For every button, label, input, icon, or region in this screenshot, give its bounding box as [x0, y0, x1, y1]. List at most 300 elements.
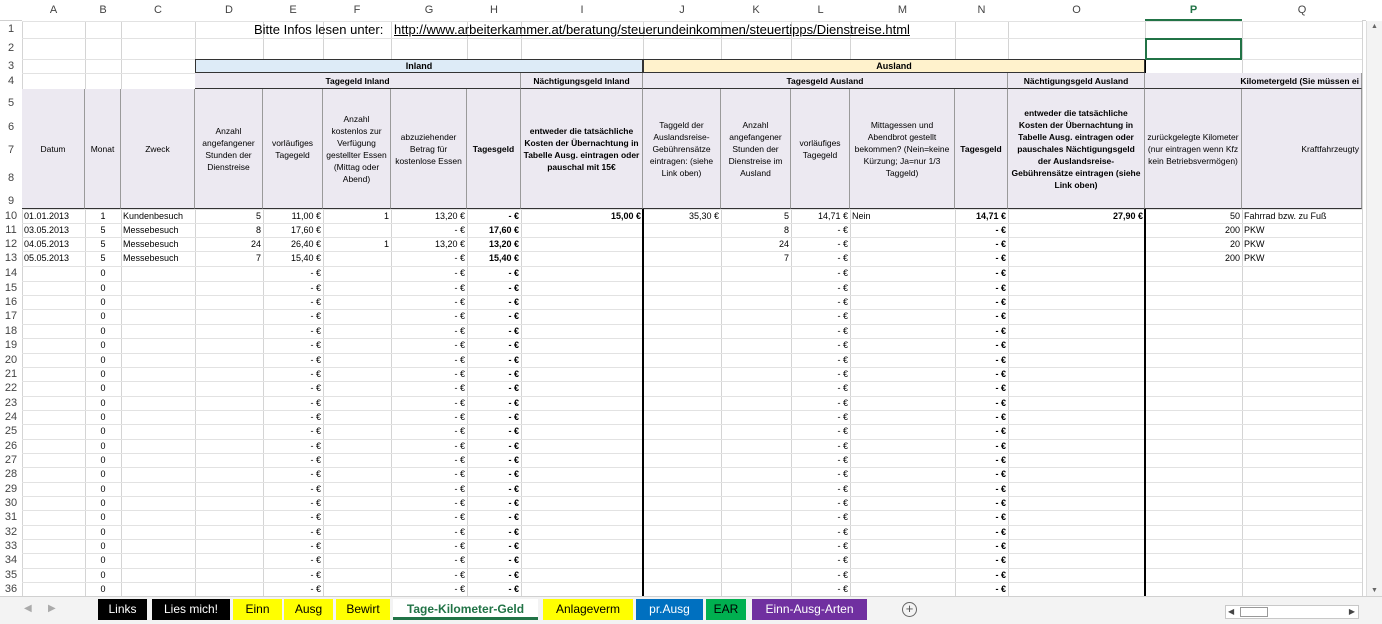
cell-l15[interactable]: - €	[837, 283, 848, 293]
gridline-horizontal	[22, 410, 1362, 411]
gridline-horizontal	[22, 309, 1362, 310]
cell-g35[interactable]: - €	[454, 570, 465, 580]
column-header-o[interactable]: O	[1008, 0, 1145, 21]
cell-n34[interactable]: - €	[995, 555, 1006, 565]
row-header-29[interactable]: 29	[0, 482, 22, 496]
gridline-horizontal	[22, 353, 1362, 354]
cell-l26[interactable]: - €	[837, 441, 848, 451]
cell-n35[interactable]: - €	[995, 570, 1006, 580]
cell-l23[interactable]: - €	[837, 398, 848, 408]
cell-b13[interactable]: 5	[100, 253, 106, 263]
row-header-21[interactable]: 21	[0, 367, 22, 381]
gridline-vertical	[1362, 21, 1363, 596]
cell-l14[interactable]: - €	[837, 268, 848, 278]
cell-l36[interactable]: - €	[837, 584, 848, 594]
tab-ausg[interactable]: Ausg	[284, 599, 333, 620]
cell-h12[interactable]: 13,20 €	[488, 239, 519, 249]
cell-h19[interactable]: - €	[508, 340, 519, 350]
tab-einn[interactable]: Einn	[233, 599, 282, 620]
column-header-g[interactable]: G	[391, 0, 467, 21]
cell-n29[interactable]: - €	[995, 484, 1006, 494]
cell-b34[interactable]: 0	[100, 555, 106, 565]
tab-bewirt[interactable]: Bewirt	[336, 599, 390, 620]
gridline-horizontal	[22, 324, 1362, 325]
cell-b22[interactable]: 0	[100, 383, 106, 393]
gridline-horizontal	[22, 295, 1362, 296]
cell-d13[interactable]: 7	[255, 253, 261, 263]
cell-h16[interactable]: - €	[508, 297, 519, 307]
cell-q10[interactable]: Fahrrad bzw. zu Fuß	[1244, 211, 1327, 221]
cell-h28[interactable]: - €	[508, 469, 519, 479]
cell-e23[interactable]: - €	[310, 398, 321, 408]
row-header-22[interactable]: 22	[0, 381, 22, 396]
cell-n16[interactable]: - €	[995, 297, 1006, 307]
cell-e34[interactable]: - €	[310, 555, 321, 565]
cell-l11[interactable]: - €	[837, 225, 848, 235]
cell-n22[interactable]: - €	[995, 383, 1006, 393]
row-header-13[interactable]: 13	[0, 251, 22, 266]
column-header-c[interactable]: C	[121, 0, 195, 21]
cell-b27[interactable]: 0	[100, 455, 106, 465]
cell-e14[interactable]: - €	[310, 268, 321, 278]
tab-links[interactable]: Links	[98, 599, 147, 620]
cell-b10[interactable]: 1	[100, 211, 106, 221]
row-header-36[interactable]: 36	[0, 582, 22, 596]
column-header-d[interactable]: D	[195, 0, 263, 21]
cell-k12[interactable]: 24	[778, 239, 789, 249]
column-header-m[interactable]: M	[850, 0, 955, 21]
cell-o10[interactable]: 27,90 €	[1112, 211, 1143, 221]
row-header-12[interactable]: 12	[0, 237, 22, 251]
cell-d11[interactable]: 8	[255, 225, 261, 235]
header-a: Datum	[22, 89, 85, 209]
cell-h20[interactable]: - €	[508, 355, 519, 365]
scroll-left-arrow-icon[interactable]: ◀	[1228, 607, 1235, 616]
tab-lies-mich-[interactable]: Lies mich!	[152, 599, 230, 620]
cell-g25[interactable]: - €	[454, 426, 465, 436]
row-header-15[interactable]: 15	[0, 281, 22, 295]
cell-h14[interactable]: - €	[508, 268, 519, 278]
cell-l10[interactable]: 14,71 €	[817, 211, 848, 221]
header-j: Taggeld der Auslandsreise-Gebührensätze eintragen: (siehe Link oben)	[643, 89, 721, 209]
column-header-f[interactable]: F	[323, 0, 391, 21]
row-header-24[interactable]: 24	[0, 410, 22, 424]
cell-n11[interactable]: - €	[995, 225, 1006, 235]
cell-f12[interactable]: 1	[383, 239, 389, 249]
row-header-3[interactable]: 3	[0, 59, 22, 73]
header-g: abzuziehender Betrag für kostenlose Essen	[391, 89, 467, 209]
cell-p10[interactable]: 50	[1229, 211, 1240, 221]
cell-m10[interactable]: Nein	[852, 211, 871, 221]
cell-a13[interactable]: 05.05.2013	[24, 253, 70, 263]
cell-b16[interactable]: 0	[100, 297, 106, 307]
cell-b29[interactable]: 0	[100, 484, 106, 494]
cell-g22[interactable]: - €	[454, 383, 465, 393]
subheader-tagegeld-inland: Tagegeld Inland	[195, 73, 521, 89]
scroll-up-arrow-icon[interactable]: ▲	[1371, 23, 1378, 30]
cell-n33[interactable]: - €	[995, 541, 1006, 551]
cell-b32[interactable]: 0	[100, 527, 106, 537]
cell-e15[interactable]: - €	[310, 283, 321, 293]
column-header-q[interactable]: Q	[1242, 0, 1362, 21]
gridline-horizontal	[22, 439, 1362, 440]
cell-b26[interactable]: 0	[100, 441, 106, 451]
cell-e13[interactable]: 15,40 €	[290, 253, 321, 263]
cell-c10[interactable]: Kundenbesuch	[123, 211, 184, 221]
gridline-horizontal	[22, 367, 1362, 368]
row-header-20[interactable]: 20	[0, 353, 22, 367]
cell-l24[interactable]: - €	[837, 412, 848, 422]
cell-d10[interactable]: 5	[255, 211, 261, 221]
tab-tage-kilometer-geld[interactable]: Tage-Kilometer-Geld	[393, 599, 538, 620]
row-header-17[interactable]: 17	[0, 309, 22, 324]
cell-g34[interactable]: - €	[454, 555, 465, 565]
cell-h10[interactable]: - €	[508, 211, 519, 221]
cell-n36[interactable]: - €	[995, 584, 1006, 594]
cell-h25[interactable]: - €	[508, 426, 519, 436]
cell-b35[interactable]: 0	[100, 570, 106, 580]
cell-l19[interactable]: - €	[837, 340, 848, 350]
vertical-scrollbar[interactable]	[1366, 21, 1382, 596]
gridline-horizontal	[22, 424, 1362, 425]
cell-h24[interactable]: - €	[508, 412, 519, 422]
selected-cell[interactable]	[1145, 38, 1242, 60]
tab-einn-ausg-arten[interactable]: Einn-Ausg-Arten	[752, 599, 867, 620]
cell-g18[interactable]: - €	[454, 326, 465, 336]
row-header-23[interactable]: 23	[0, 396, 22, 410]
row-header-32[interactable]: 32	[0, 525, 22, 539]
cell-e19[interactable]: - €	[310, 340, 321, 350]
cell-b18[interactable]: 0	[100, 326, 106, 336]
row-header-33[interactable]: 33	[0, 539, 22, 553]
cell-n12[interactable]: - €	[995, 239, 1006, 249]
column-header-n[interactable]: N	[955, 0, 1008, 21]
row-header-8[interactable]: 8	[0, 163, 22, 194]
gridline-horizontal	[22, 525, 1362, 526]
gridline-horizontal	[22, 510, 1362, 511]
cell-e26[interactable]: - €	[310, 441, 321, 451]
cell-a12[interactable]: 04.05.2013	[24, 239, 70, 249]
cell-q13[interactable]: PKW	[1244, 253, 1265, 263]
cell-g12[interactable]: 13,20 €	[434, 239, 465, 249]
cell-b36[interactable]: 0	[100, 584, 106, 594]
cell-h18[interactable]: - €	[508, 326, 519, 336]
cell-l27[interactable]: - €	[837, 455, 848, 465]
cell-g23[interactable]: - €	[454, 398, 465, 408]
cell-a10[interactable]: 01.01.2013	[24, 211, 70, 221]
cell-b17[interactable]: 0	[100, 311, 106, 321]
gridline-horizontal	[22, 381, 1362, 382]
cell-l12[interactable]: - €	[837, 239, 848, 249]
cell-l30[interactable]: - €	[837, 498, 848, 508]
cell-g24[interactable]: - €	[454, 412, 465, 422]
info-link[interactable]: http://www.arbeiterkammer.at/beratung/steuerundeinkommen/steuertipps/Dienstreise.html	[394, 22, 910, 37]
cell-b23[interactable]: 0	[100, 398, 106, 408]
cell-e36[interactable]: - €	[310, 584, 321, 594]
cell-p13[interactable]: 200	[1224, 253, 1240, 263]
row-header-30[interactable]: 30	[0, 496, 22, 510]
column-header-i[interactable]: I	[521, 0, 643, 21]
row-header-11[interactable]: 11	[0, 223, 22, 237]
cell-g16[interactable]: - €	[454, 297, 465, 307]
cell-h30[interactable]: - €	[508, 498, 519, 508]
cell-n20[interactable]: - €	[995, 355, 1006, 365]
header-i: entweder die tatsächliche Kosten der Übernachtung in Tabelle Ausg. eintragen oder pauschal mit 15€	[521, 89, 643, 209]
column-header-b[interactable]: B	[85, 0, 121, 21]
row-header-9[interactable]: 9	[0, 194, 22, 209]
cell-q12[interactable]: PKW	[1244, 239, 1265, 249]
gridline-horizontal	[22, 496, 1362, 497]
column-header-l[interactable]: L	[791, 0, 850, 21]
cell-b15[interactable]: 0	[100, 283, 106, 293]
cell-l32[interactable]: - €	[837, 527, 848, 537]
cell-e30[interactable]: - €	[310, 498, 321, 508]
column-header-p[interactable]: P	[1145, 0, 1242, 21]
tab-scroll-right-icon[interactable]: ▶	[48, 603, 56, 614]
cell-h34[interactable]: - €	[508, 555, 519, 565]
cell-i10[interactable]: 15,00 €	[610, 211, 641, 221]
cell-n31[interactable]: - €	[995, 512, 1006, 522]
cell-n27[interactable]: - €	[995, 455, 1006, 465]
cell-p11[interactable]: 200	[1224, 225, 1240, 235]
info-text: Bitte Infos lesen unter:	[254, 22, 384, 37]
row-header-27[interactable]: 27	[0, 453, 22, 467]
cell-e25[interactable]: - €	[310, 426, 321, 436]
row-header-6[interactable]: 6	[0, 117, 22, 138]
cell-h35[interactable]: - €	[508, 570, 519, 580]
column-header-j[interactable]: J	[643, 0, 721, 21]
cell-h31[interactable]: - €	[508, 512, 519, 522]
cell-e28[interactable]: - €	[310, 469, 321, 479]
cell-e22[interactable]: - €	[310, 383, 321, 393]
cell-h29[interactable]: - €	[508, 484, 519, 494]
tab-anlageverm[interactable]: Anlageverm	[543, 599, 633, 620]
cell-g17[interactable]: - €	[454, 311, 465, 321]
cell-e35[interactable]: - €	[310, 570, 321, 580]
cell-l20[interactable]: - €	[837, 355, 848, 365]
cell-n30[interactable]: - €	[995, 498, 1006, 508]
cell-g27[interactable]: - €	[454, 455, 465, 465]
column-header-k[interactable]: K	[721, 0, 791, 21]
row-header-2[interactable]: 2	[0, 38, 22, 59]
header-o: entweder die tatsächliche Kosten der Übernachtung in Tabelle Ausg. eintragen oder pauschales Nächtigungsgeld der Auslandsreise-Gebührensätze eintragen (siehe Link oben)	[1008, 89, 1145, 209]
cell-b11[interactable]: 5	[100, 225, 106, 235]
header-h: Tagesgeld	[467, 89, 521, 209]
cell-n10[interactable]: 14,71 €	[975, 211, 1006, 221]
cell-b33[interactable]: 0	[100, 541, 106, 551]
cell-b30[interactable]: 0	[100, 498, 106, 508]
cell-l34[interactable]: - €	[837, 555, 848, 565]
cell-l29[interactable]: - €	[837, 484, 848, 494]
cell-l28[interactable]: - €	[837, 469, 848, 479]
cell-e12[interactable]: 26,40 €	[290, 239, 321, 249]
row-header-18[interactable]: 18	[0, 324, 22, 338]
cell-f10[interactable]: 1	[383, 211, 389, 221]
cell-e27[interactable]: - €	[310, 455, 321, 465]
cell-d12[interactable]: 24	[250, 239, 261, 249]
header-k: Anzahl angefangener Stunden der Dienstreise im Ausland	[721, 89, 791, 209]
cell-h27[interactable]: - €	[508, 455, 519, 465]
row-header-5[interactable]: 5	[0, 89, 22, 117]
cell-c11[interactable]: Messebesuch	[123, 225, 179, 235]
horizontal-scrollbar[interactable]	[1225, 605, 1359, 619]
column-header-e[interactable]: E	[263, 0, 323, 21]
cell-a11[interactable]: 03.05.2013	[24, 225, 70, 235]
row-header-16[interactable]: 16	[0, 295, 22, 309]
cell-e10[interactable]: 11,00 €	[291, 211, 321, 221]
row-header-28[interactable]: 28	[0, 467, 22, 482]
header-b: Monat	[85, 89, 121, 209]
cell-l31[interactable]: - €	[837, 512, 848, 522]
column-header-a[interactable]: A	[22, 0, 85, 21]
cell-n25[interactable]: - €	[995, 426, 1006, 436]
cell-g13[interactable]: - €	[454, 253, 465, 263]
cell-l33[interactable]: - €	[837, 541, 848, 551]
row-header-10[interactable]: 10	[0, 209, 22, 223]
row-header-34[interactable]: 34	[0, 553, 22, 568]
header-d: Anzahl angefangener Stunden der Dienstreise	[195, 89, 263, 209]
cell-g31[interactable]: - €	[454, 512, 465, 522]
row-header-4[interactable]: 4	[0, 73, 22, 89]
cell-n13[interactable]: - €	[995, 253, 1006, 263]
cell-e29[interactable]: - €	[310, 484, 321, 494]
tab-pr-ausg[interactable]: pr.Ausg	[636, 599, 703, 620]
cell-g32[interactable]: - €	[454, 527, 465, 537]
cell-h17[interactable]: - €	[508, 311, 519, 321]
cell-k13[interactable]: 7	[783, 253, 789, 263]
row-header-7[interactable]: 7	[0, 138, 22, 163]
cell-l35[interactable]: - €	[837, 570, 848, 580]
cell-h22[interactable]: - €	[508, 383, 519, 393]
subheader-tagegeld-ausland: Tagesgeld Ausland	[643, 73, 1008, 89]
add-sheet-icon[interactable]: +	[902, 602, 917, 617]
tab-ear[interactable]: EAR	[706, 599, 746, 620]
cell-h33[interactable]: - €	[508, 541, 519, 551]
cell-p12[interactable]: 20	[1229, 239, 1240, 249]
cell-g10[interactable]: 13,20 €	[434, 211, 465, 221]
cell-g20[interactable]: - €	[454, 355, 465, 365]
cell-n21[interactable]: - €	[995, 369, 1006, 379]
column-header-h[interactable]: H	[467, 0, 521, 21]
cell-g15[interactable]: - €	[454, 283, 465, 293]
scroll-right-arrow-icon[interactable]: ▶	[1348, 607, 1355, 616]
cell-h15[interactable]: - €	[508, 283, 519, 293]
header-q: Kraftfahrzeugty	[1242, 89, 1362, 209]
cell-c13[interactable]: Messebesuch	[123, 253, 179, 263]
cell-h32[interactable]: - €	[508, 527, 519, 537]
cell-g29[interactable]: - €	[454, 484, 465, 494]
cell-e18[interactable]: - €	[310, 326, 321, 336]
cell-q11[interactable]: PKW	[1244, 225, 1265, 235]
cell-j10[interactable]: 35,30 €	[688, 211, 719, 221]
cell-e20[interactable]: - €	[310, 355, 321, 365]
cell-e16[interactable]: - €	[310, 297, 321, 307]
cell-e11[interactable]: 17,60 €	[290, 225, 321, 235]
cell-l17[interactable]: - €	[837, 311, 848, 321]
cell-h23[interactable]: - €	[508, 398, 519, 408]
cell-h11[interactable]: 17,60 €	[488, 225, 519, 235]
cell-g33[interactable]: - €	[454, 541, 465, 551]
cell-n19[interactable]: - €	[995, 340, 1006, 350]
cell-e17[interactable]: - €	[310, 311, 321, 321]
row-header-26[interactable]: 26	[0, 439, 22, 453]
cell-g21[interactable]: - €	[454, 369, 465, 379]
cell-h26[interactable]: - €	[508, 441, 519, 451]
cell-l13[interactable]: - €	[837, 253, 848, 263]
cell-b12[interactable]: 5	[100, 239, 106, 249]
cell-g30[interactable]: - €	[454, 498, 465, 508]
cell-b31[interactable]: 0	[100, 512, 106, 522]
row-header-25[interactable]: 25	[0, 424, 22, 439]
row-header-35[interactable]: 35	[0, 568, 22, 582]
cell-l21[interactable]: - €	[837, 369, 848, 379]
cell-e21[interactable]: - €	[310, 369, 321, 379]
header-l: vorläufiges Tagegeld	[791, 89, 850, 209]
gridline-horizontal	[22, 281, 1362, 282]
cell-h36[interactable]: - €	[508, 584, 519, 594]
cell-l22[interactable]: - €	[837, 383, 848, 393]
cell-b19[interactable]: 0	[100, 340, 106, 350]
cell-e24[interactable]: - €	[310, 412, 321, 422]
subheader-naechtigung-inland: Nächtigungsgeld Inland	[521, 73, 643, 89]
cell-b24[interactable]: 0	[100, 412, 106, 422]
cell-b14[interactable]: 0	[100, 268, 106, 278]
cell-c12[interactable]: Messebesuch	[123, 239, 179, 249]
cell-n24[interactable]: - €	[995, 412, 1006, 422]
cell-n17[interactable]: - €	[995, 311, 1006, 321]
row-header-1[interactable]: 1	[0, 21, 22, 38]
cell-g26[interactable]: - €	[454, 441, 465, 451]
cell-b20[interactable]: 0	[100, 355, 106, 365]
cell-l16[interactable]: - €	[837, 297, 848, 307]
ausland-band: Ausland	[643, 59, 1145, 73]
cell-b25[interactable]: 0	[100, 426, 106, 436]
row-header-31[interactable]: 31	[0, 510, 22, 525]
cell-l25[interactable]: - €	[837, 426, 848, 436]
row-header-14[interactable]: 14	[0, 266, 22, 281]
cell-k11[interactable]: 8	[783, 225, 789, 235]
cell-e33[interactable]: - €	[310, 541, 321, 551]
scroll-down-arrow-icon[interactable]: ▼	[1371, 587, 1378, 594]
cell-g11[interactable]: - €	[454, 225, 465, 235]
cell-n32[interactable]: - €	[995, 527, 1006, 537]
row-header-19[interactable]: 19	[0, 338, 22, 353]
cell-n15[interactable]: - €	[995, 283, 1006, 293]
cell-e32[interactable]: - €	[310, 527, 321, 537]
header-e: vorläufiges Tagegeld	[263, 89, 323, 209]
tab-scroll-left-icon[interactable]: ◀	[24, 603, 32, 614]
cell-n14[interactable]: - €	[995, 268, 1006, 278]
scrollbar-thumb[interactable]	[1240, 607, 1268, 617]
cell-g36[interactable]: - €	[454, 584, 465, 594]
cell-h13[interactable]: 15,40 €	[488, 253, 519, 263]
cell-g14[interactable]: - €	[454, 268, 465, 278]
cell-h21[interactable]: - €	[508, 369, 519, 379]
cell-b28[interactable]: 0	[100, 469, 106, 479]
cell-l18[interactable]: - €	[837, 326, 848, 336]
cell-g28[interactable]: - €	[454, 469, 465, 479]
cell-n23[interactable]: - €	[995, 398, 1006, 408]
cell-b21[interactable]: 0	[100, 369, 106, 379]
cell-k10[interactable]: 5	[783, 211, 789, 221]
header-m: Mittagessen und Abendbrot gestellt bekommen? (Nein=keine Kürzung; Ja=nur 1/3 Taggeld)	[850, 89, 955, 209]
cell-n26[interactable]: - €	[995, 441, 1006, 451]
cell-n28[interactable]: - €	[995, 469, 1006, 479]
gridline-horizontal	[22, 482, 1362, 483]
cell-g19[interactable]: - €	[454, 340, 465, 350]
cell-e31[interactable]: - €	[310, 512, 321, 522]
cell-n18[interactable]: - €	[995, 326, 1006, 336]
